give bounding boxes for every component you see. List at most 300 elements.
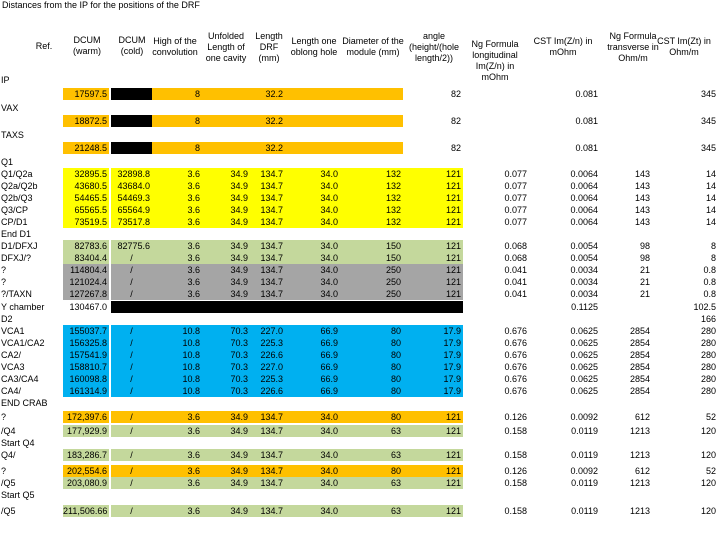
table-cell	[340, 301, 403, 313]
table-cell	[340, 142, 403, 154]
table-cell	[63, 313, 109, 325]
table-cell: 34.9	[202, 449, 250, 461]
table-cell: 3.6	[152, 411, 202, 423]
table-cell: 3.6	[152, 276, 202, 288]
table-cell: 225.3	[250, 337, 285, 349]
table-cell: 17.9	[403, 373, 463, 385]
table-cell: /	[111, 337, 152, 349]
table-cell: 34.9	[202, 264, 250, 276]
table-cell	[600, 115, 652, 127]
table-cell: 0.077	[504, 181, 527, 191]
table-cell: 345	[700, 143, 716, 153]
table-cell: 0.676	[504, 374, 527, 384]
table-cell: 0.0034	[570, 265, 598, 275]
table-cell: 0.158	[504, 506, 527, 516]
table-cell	[202, 88, 250, 100]
table-cell: /	[111, 449, 152, 461]
table-cell	[111, 88, 152, 100]
table-cell: 52	[705, 412, 716, 422]
table-cell: 54469.3	[111, 192, 152, 204]
table-cell: 8	[710, 253, 716, 263]
table-cell	[202, 115, 250, 127]
table-cell: 80	[340, 411, 403, 423]
row-label: Q1/Q2a	[1, 169, 33, 179]
table-cell: 2854	[629, 374, 650, 384]
table-cell: 34.9	[202, 204, 250, 216]
row-label: /Q5	[1, 506, 16, 516]
table-cell: 66.9	[285, 361, 340, 373]
table-cell: /	[111, 349, 152, 361]
table-cell: 0.0064	[570, 169, 598, 179]
table-cell: 0.8	[703, 289, 716, 299]
table-cell: 83404.4	[63, 252, 109, 264]
table-cell: 66.9	[285, 385, 340, 397]
table-cell: 150	[340, 240, 403, 252]
table-cell	[600, 313, 652, 325]
table-cell	[600, 301, 652, 313]
table-cell: 10.8	[152, 337, 202, 349]
table-cell: 21248.5	[63, 142, 109, 154]
table-cell: 0.0625	[570, 338, 598, 348]
table-cell	[285, 313, 340, 325]
table-row	[0, 505, 720, 518]
table-cell: 14	[705, 205, 716, 215]
table-cell: 0.041	[504, 289, 527, 299]
row-label: ?	[1, 265, 7, 275]
table-cell: 0.0034	[570, 289, 598, 299]
table-cell: 0.158	[504, 478, 527, 488]
table-cell: 0.126	[504, 466, 527, 476]
table-row	[0, 115, 720, 128]
table-cell: 134.7	[250, 276, 285, 288]
table-cell: 34.9	[202, 252, 250, 264]
table-cell: 0.0119	[571, 478, 598, 488]
table-cell: 34.9	[202, 505, 250, 517]
table-cell: 0.0119	[571, 450, 598, 460]
table-cell: /	[111, 425, 152, 437]
table-cell: 132	[340, 180, 403, 192]
table-cell: /	[111, 264, 152, 276]
table-cell: 34.0	[285, 288, 340, 300]
table-cell: 203,080.9	[63, 477, 109, 489]
table-cell: 227.0	[250, 325, 285, 337]
table-cell: 132	[340, 168, 403, 180]
table-cell: 0.676	[504, 338, 527, 348]
table-cell: 0.0625	[570, 350, 598, 360]
table-cell: 134.7	[250, 411, 285, 423]
table-cell	[340, 313, 403, 325]
table-cell	[202, 301, 250, 313]
header-ng-longitudinal: Ng Formula longitudinal Im(Z/n) in mOhm	[471, 39, 519, 82]
table-cell: 143	[634, 181, 650, 191]
table-cell: 127267.8	[63, 288, 109, 300]
table-cell: 3.6	[152, 252, 202, 264]
table-cell: 34.9	[202, 288, 250, 300]
table-cell: 32.2	[250, 115, 285, 127]
table-row	[0, 397, 720, 410]
table-cell	[285, 301, 340, 313]
table-row	[0, 74, 720, 87]
table-cell: 121	[403, 288, 463, 300]
table-row	[0, 489, 720, 502]
table-cell: 121	[403, 505, 463, 517]
table-cell	[111, 142, 152, 154]
table-cell	[403, 301, 463, 313]
table-cell: 0.0054	[570, 241, 598, 251]
table-cell: 82	[450, 143, 461, 153]
table-cell: 14	[705, 169, 716, 179]
table-cell: 70.3	[202, 385, 250, 397]
table-cell: 202,554.6	[63, 465, 109, 477]
table-cell: 65564.9	[111, 204, 152, 216]
table-cell: 161314.9	[63, 385, 109, 397]
table-cell: 34.9	[202, 216, 250, 228]
table-cell: 73517.8	[111, 216, 152, 228]
table-cell: 250	[340, 276, 403, 288]
row-label: Y chamber	[1, 302, 45, 312]
table-cell: 280	[700, 338, 716, 348]
table-cell: 121	[403, 449, 463, 461]
table-cell: 17597.5	[63, 88, 109, 100]
table-cell: 134.7	[250, 264, 285, 276]
table-cell: 63	[340, 449, 403, 461]
table-cell	[202, 142, 250, 154]
table-cell: 121	[403, 204, 463, 216]
table-cell: 0.8	[703, 265, 716, 275]
table-cell: 70.3	[202, 325, 250, 337]
table-cell	[463, 313, 529, 325]
table-cell: 132	[340, 204, 403, 216]
table-cell: 3.6	[152, 216, 202, 228]
table-cell: 0.0625	[570, 374, 598, 384]
sheet-title: Distances from the IP for the positions of the DRF	[2, 0, 200, 10]
table-cell	[340, 88, 403, 100]
table-cell: /	[111, 385, 152, 397]
row-label: ?	[1, 412, 7, 422]
table-cell: 211,506.66	[63, 506, 108, 516]
row-label: CA3/CA4	[1, 374, 39, 384]
table-cell: 14	[705, 193, 716, 203]
table-cell: 34.9	[202, 411, 250, 423]
table-cell: 0.081	[575, 116, 598, 126]
table-cell: 134.7	[250, 216, 285, 228]
table-row	[0, 449, 720, 462]
table-cell: 0.0064	[570, 181, 598, 191]
table-cell: 121	[403, 276, 463, 288]
table-cell: 52	[705, 466, 716, 476]
table-cell: 34.0	[285, 276, 340, 288]
table-cell: 3.6	[152, 192, 202, 204]
table-cell: 0.0119	[571, 506, 598, 516]
row-label: Start Q4	[1, 438, 35, 448]
table-cell: 121	[403, 425, 463, 437]
table-cell	[152, 301, 202, 313]
table-cell: 34.0	[285, 252, 340, 264]
table-cell: 120	[700, 426, 716, 436]
table-cell: 143	[634, 205, 650, 215]
table-cell: 73519.5	[63, 216, 109, 228]
row-label: Q2a/Q2b	[1, 181, 38, 191]
table-cell: 0.126	[504, 412, 527, 422]
table-cell: 21	[639, 277, 650, 287]
table-cell: /	[111, 505, 152, 517]
table-cell: 120	[700, 478, 716, 488]
table-cell: 121	[403, 180, 463, 192]
table-cell: 158810.7	[63, 361, 109, 373]
table-row	[0, 129, 720, 142]
table-row	[0, 102, 720, 115]
table-cell: 134.7	[250, 465, 285, 477]
table-cell: 34.0	[285, 477, 340, 489]
header-cst-transverse: CST Im(Zt) in Ohm/m	[657, 36, 711, 57]
table-cell: 134.7	[250, 425, 285, 437]
table-cell: 157541.9	[63, 349, 109, 361]
table-cell: 134.7	[250, 180, 285, 192]
table-row	[0, 288, 720, 301]
table-cell: 0.0092	[570, 412, 598, 422]
table-cell: 34.0	[285, 240, 340, 252]
table-cell: 156325.8	[63, 337, 109, 349]
table-cell	[463, 88, 529, 100]
row-label: TAXS	[1, 130, 24, 140]
table-cell: 3.6	[152, 425, 202, 437]
table-cell: 80	[340, 325, 403, 337]
table-cell: 2854	[629, 326, 650, 336]
table-cell	[529, 313, 600, 325]
table-cell: 34.0	[285, 264, 340, 276]
table-cell: 280	[700, 374, 716, 384]
table-cell: 0.158	[504, 450, 527, 460]
table-cell: 280	[700, 386, 716, 396]
table-cell: 43680.5	[63, 180, 109, 192]
row-label: D2	[1, 314, 13, 324]
table-cell: 612	[634, 412, 650, 422]
table-cell: 34.0	[285, 505, 340, 517]
table-cell: 21	[639, 289, 650, 299]
table-cell: 80	[340, 337, 403, 349]
table-cell: 134.7	[250, 288, 285, 300]
table-cell: 183,286.7	[63, 449, 109, 461]
row-label: Start Q5	[1, 490, 35, 500]
table-cell: 0.077	[504, 193, 527, 203]
table-cell: 82	[450, 89, 461, 99]
table-cell: 14	[705, 217, 716, 227]
table-cell	[285, 115, 340, 127]
table-cell: 0.0064	[570, 205, 598, 215]
table-cell: 134.7	[250, 252, 285, 264]
table-cell: 17.9	[403, 385, 463, 397]
table-cell: 32898.8	[111, 168, 152, 180]
table-cell: 80	[340, 385, 403, 397]
table-cell: 0.0064	[570, 217, 598, 227]
table-cell: 250	[340, 264, 403, 276]
row-label: DFXJ/?	[1, 253, 32, 263]
row-label: VAX	[1, 103, 19, 113]
table-cell: 172,397.6	[63, 411, 109, 423]
table-row	[0, 88, 720, 101]
row-label: CA2/	[1, 350, 22, 360]
table-cell	[111, 301, 152, 313]
table-cell: 98	[639, 241, 650, 251]
table-cell: 121	[403, 465, 463, 477]
table-cell: 1213	[629, 426, 650, 436]
table-cell: 114804.4	[63, 264, 109, 276]
table-cell: 3.6	[152, 465, 202, 477]
table-cell: 43684.0	[111, 180, 152, 192]
table-cell: /	[111, 477, 152, 489]
table-cell: 82775.6	[111, 240, 152, 252]
table-cell: 0.081	[575, 143, 598, 153]
table-cell: 102.5	[693, 302, 716, 312]
table-cell: 143	[634, 169, 650, 179]
table-cell: 0.1125	[571, 302, 598, 312]
table-cell: 70.3	[202, 337, 250, 349]
table-cell: 121024.4	[63, 276, 109, 288]
table-cell: 0.081	[575, 89, 598, 99]
table-cell: 66.9	[285, 325, 340, 337]
table-cell: 121	[403, 252, 463, 264]
table-cell: 10.8	[152, 385, 202, 397]
table-cell: 34.9	[202, 425, 250, 437]
table-cell: 3.6	[152, 168, 202, 180]
table-cell: 134.7	[250, 449, 285, 461]
table-cell: 134.7	[250, 204, 285, 216]
table-cell: 3.6	[152, 477, 202, 489]
table-cell: 226.6	[250, 385, 285, 397]
table-cell: 80	[340, 349, 403, 361]
table-cell: 63	[340, 505, 403, 517]
header-length-oblong: Length one oblong hole	[290, 36, 338, 57]
table-cell: 227.0	[250, 361, 285, 373]
table-cell: 121	[403, 411, 463, 423]
table-cell	[463, 142, 529, 154]
header-ng-transverse: Ng Formula transverse in Ohm/m	[607, 30, 659, 63]
table-cell: 34.9	[202, 465, 250, 477]
table-cell: 155037.7	[63, 325, 109, 337]
table-cell: 121	[403, 192, 463, 204]
table-cell: 34.9	[202, 477, 250, 489]
table-cell: 70.3	[202, 349, 250, 361]
table-cell	[285, 88, 340, 100]
table-cell	[463, 115, 529, 127]
table-cell: 280	[700, 362, 716, 372]
table-cell	[152, 313, 202, 325]
table-cell: 1213	[629, 506, 650, 516]
header-length-drf: Length DRF (mm)	[255, 30, 283, 63]
header-diameter: Diameter of the module (mm)	[342, 36, 404, 57]
table-row	[0, 142, 720, 155]
table-cell: 130467.0	[63, 301, 109, 313]
table-cell: 0.676	[504, 386, 527, 396]
table-cell: 0.0625	[570, 362, 598, 372]
table-cell: 0.158	[504, 426, 527, 436]
table-cell: 34.0	[285, 204, 340, 216]
table-cell: 18872.5	[63, 115, 109, 127]
table-cell: 0.0034	[570, 277, 598, 287]
table-cell: 0.041	[504, 277, 527, 287]
table-cell: 8	[152, 115, 202, 127]
table-cell: 34.9	[202, 180, 250, 192]
table-cell: 34.0	[285, 449, 340, 461]
row-label: ?	[1, 277, 7, 287]
table-cell: 226.6	[250, 349, 285, 361]
table-cell: 82783.6	[63, 240, 109, 252]
table-cell: 80	[340, 373, 403, 385]
table-cell	[250, 301, 285, 313]
table-cell: 34.9	[202, 240, 250, 252]
table-cell	[202, 313, 250, 325]
table-cell: 34.0	[285, 216, 340, 228]
table-cell: 34.0	[285, 411, 340, 423]
row-label: IP	[1, 75, 10, 85]
table-cell: 345	[700, 116, 716, 126]
table-cell: 34.9	[202, 192, 250, 204]
row-label: /Q5	[1, 478, 16, 488]
table-cell: /	[111, 276, 152, 288]
table-cell: /	[111, 361, 152, 373]
table-cell: 66.9	[285, 349, 340, 361]
table-cell: 80	[340, 361, 403, 373]
table-cell: 134.7	[250, 505, 285, 517]
table-cell: 1213	[629, 450, 650, 460]
table-cell: 8	[152, 88, 202, 100]
table-cell: /	[111, 373, 152, 385]
table-cell: 17.9	[403, 349, 463, 361]
table-cell: 34.0	[285, 180, 340, 192]
table-cell: 0.0119	[571, 426, 598, 436]
table-cell	[111, 313, 152, 325]
table-cell	[600, 88, 652, 100]
table-cell: 132	[340, 192, 403, 204]
table-cell: 14	[705, 181, 716, 191]
table-cell: 17.9	[403, 361, 463, 373]
table-cell: 65565.5	[63, 204, 109, 216]
table-cell: 0.077	[504, 217, 527, 227]
table-cell: /	[111, 465, 152, 477]
table-cell: 8	[152, 142, 202, 154]
table-cell: 34.0	[285, 425, 340, 437]
table-cell: 1213	[629, 478, 650, 488]
row-label: Q4/	[1, 450, 16, 460]
table-cell: 134.7	[250, 192, 285, 204]
table-cell: 10.8	[152, 349, 202, 361]
table-cell: 3.6	[152, 180, 202, 192]
table-cell: 34.0	[285, 192, 340, 204]
table-cell: 34.9	[202, 276, 250, 288]
table-cell: 166	[700, 314, 716, 324]
table-cell: 3.6	[152, 240, 202, 252]
table-cell: 2854	[629, 386, 650, 396]
row-label: CA4/	[1, 386, 22, 396]
table-cell: 3.6	[152, 288, 202, 300]
table-cell: 280	[700, 326, 716, 336]
table-cell: 0.077	[504, 169, 527, 179]
table-cell: 17.9	[403, 337, 463, 349]
table-cell	[285, 142, 340, 154]
table-cell: 70.3	[202, 361, 250, 373]
row-label: D1/DFXJ	[1, 241, 38, 251]
header-dcum-warm: DCUM (warm)	[73, 35, 101, 56]
table-cell: /	[111, 325, 152, 337]
table-cell: 225.3	[250, 373, 285, 385]
table-cell: 32.2	[250, 88, 285, 100]
table-cell: 0.068	[504, 253, 527, 263]
table-cell: 280	[700, 350, 716, 360]
table-cell: 120	[700, 450, 716, 460]
table-cell: 345	[700, 89, 716, 99]
table-cell: 70.3	[202, 373, 250, 385]
table-cell: 10.8	[152, 361, 202, 373]
